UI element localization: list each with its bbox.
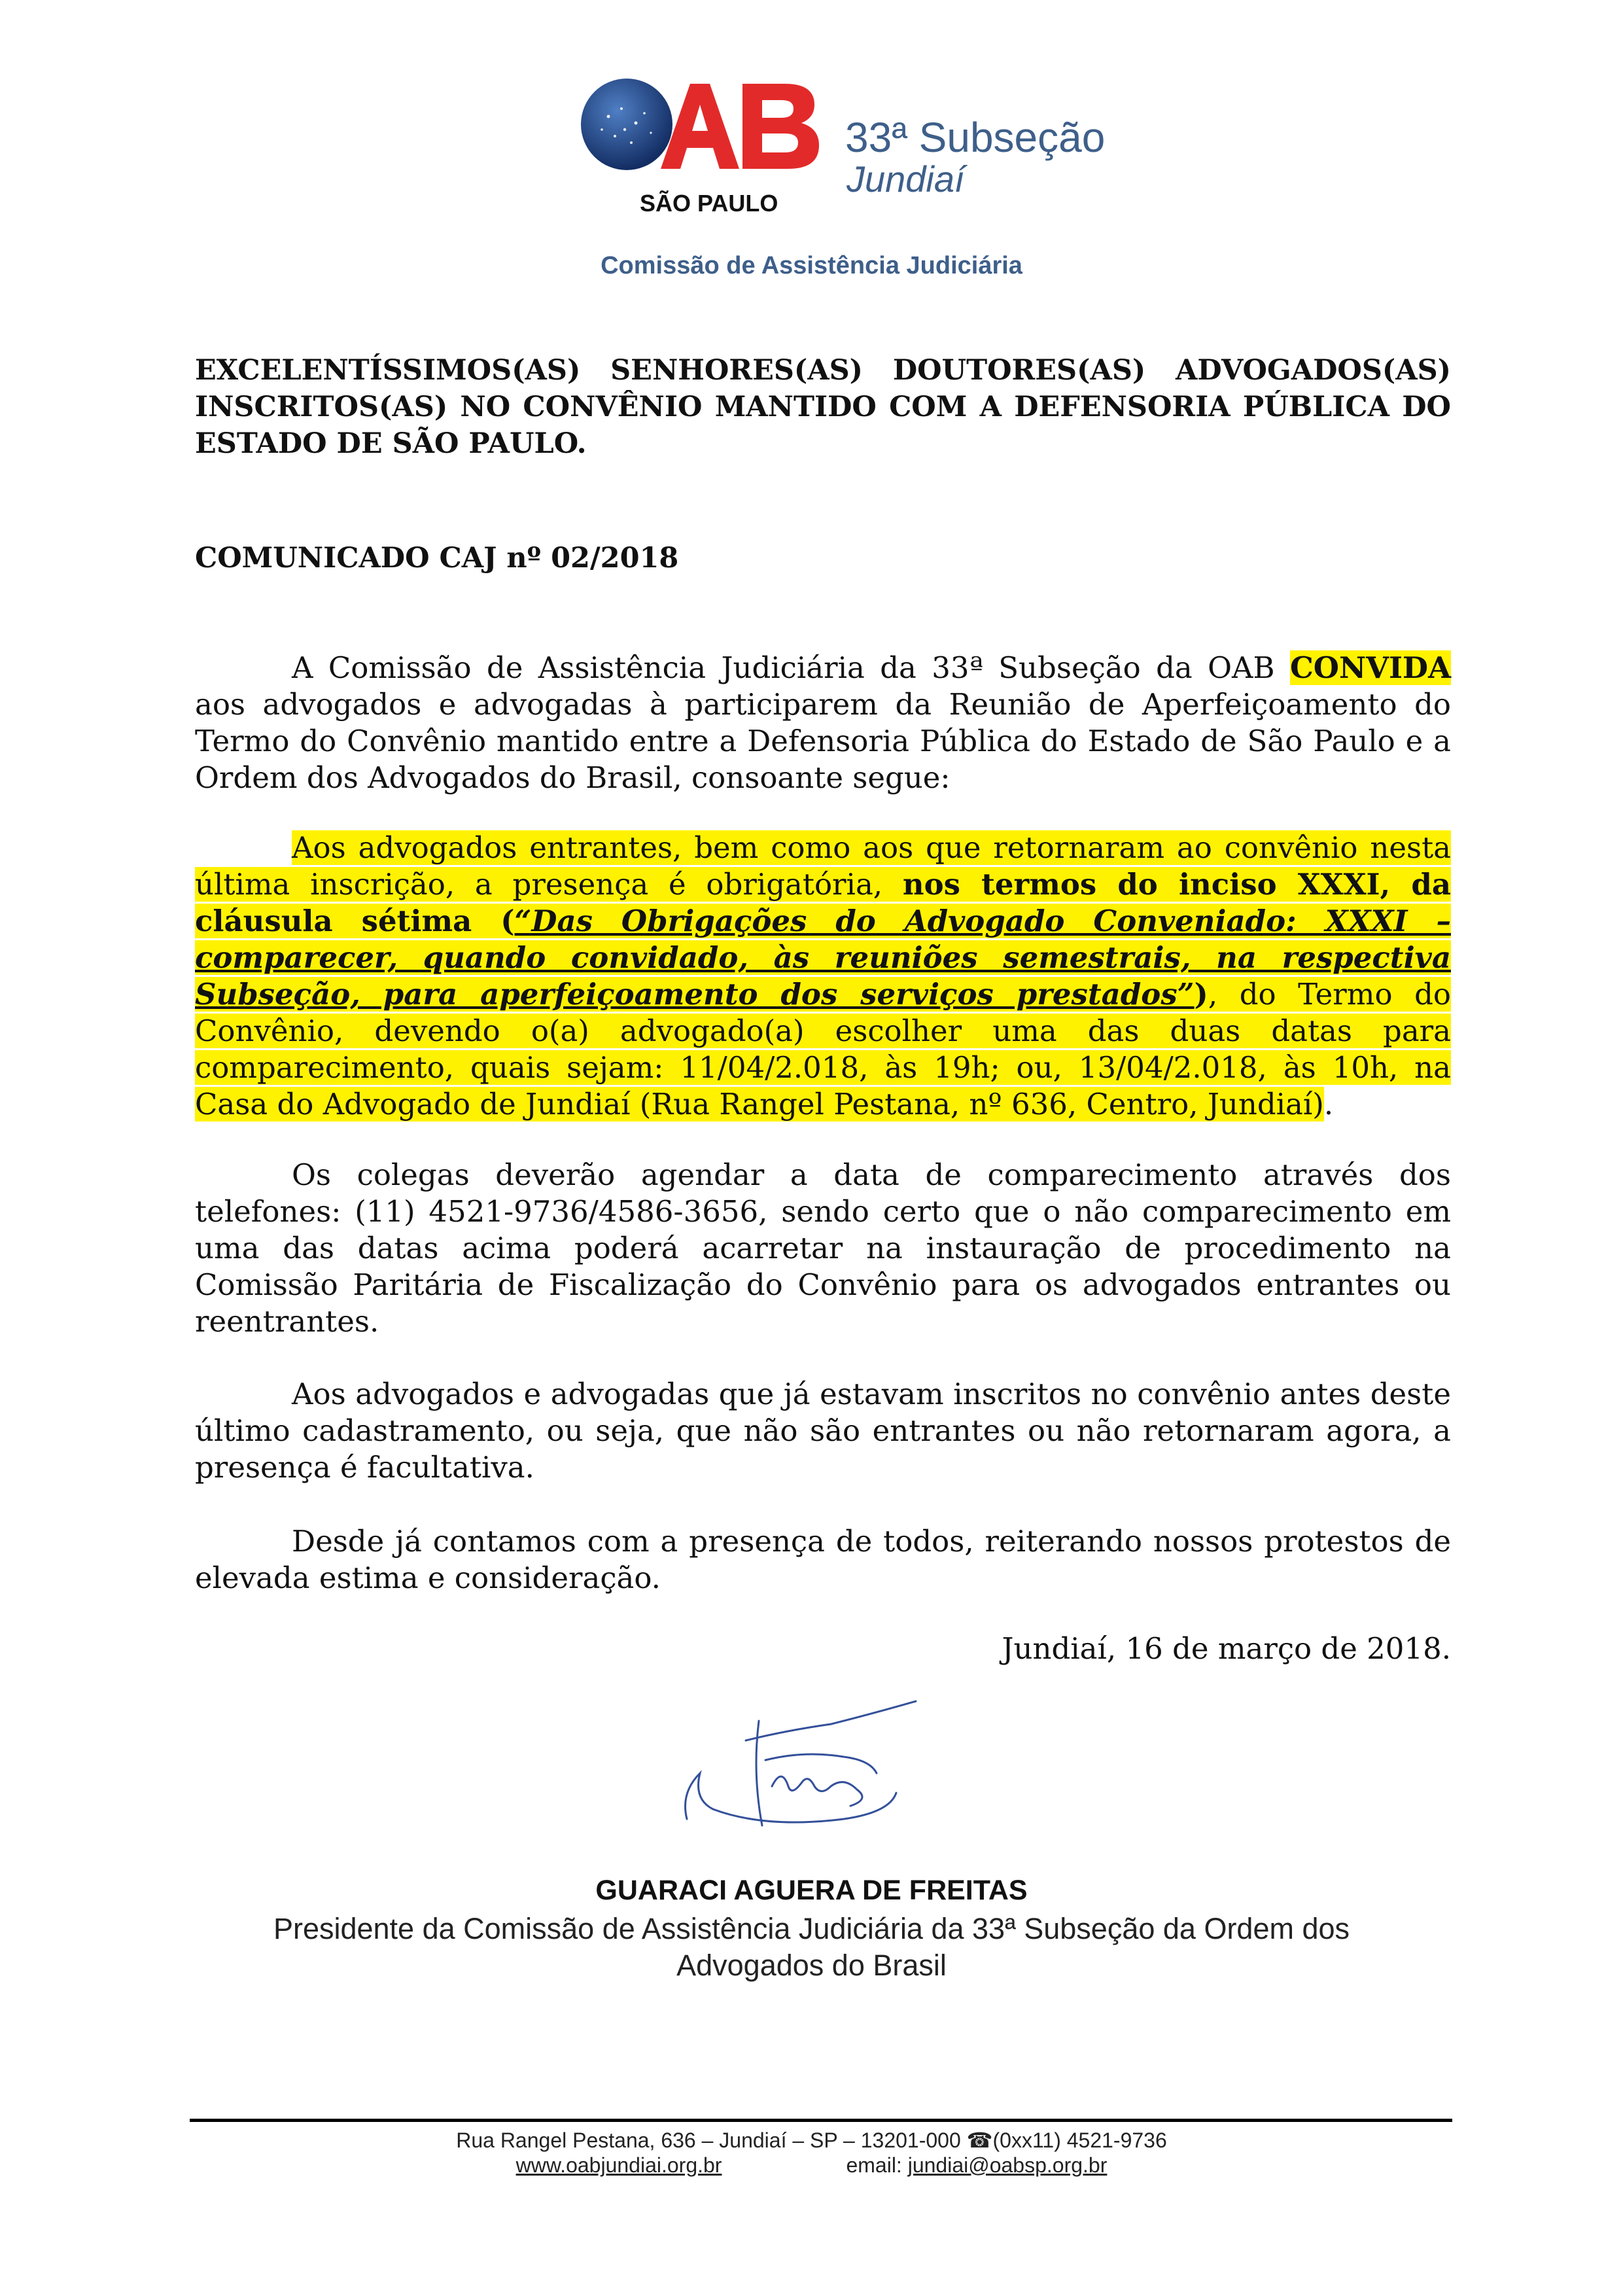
footer-divider [190,2119,1452,2122]
paragraph-optional: Aos advogados e advogadas que já estavam inscritos no convênio antes deste último cadastramento, ou seja, que não são entrantes ou não retornaram agora, a presença é facultativa. [195,1377,1451,1485]
signer-role-line2: Advogados do Brasil [676,1949,947,1982]
footer-email-link[interactable]: jundiai@oabsp.org.br [907,2153,1108,2177]
logo-letter-b [742,84,819,169]
signer-role-line1: Presidente da Comissão de Assistência Judiciária da 33ª Subseção da Ordem dos [273,1912,1350,1945]
logo-letter-a [661,84,739,169]
paragraph2-clause-close: ) [1194,977,1208,1012]
invitation-keyword: CONVIDA [1289,650,1451,685]
notice-title: COMUNICADO CAJ nº 02/2018 [195,542,679,574]
signer-role [0,1911,1623,1984]
signature [674,1695,935,1845]
globe-icon [581,79,672,170]
paragraph1-after: aos advogados e advogadas à participarem da Reunião de Aperfeiçoamento do Termo do Convênio mantido entre a Defensoria Pública do Estado de São Paulo e a Ordem dos Advogados do Brasil, consoante segue: [195,687,1451,795]
commission-header: Comissão de Assistência Judiciária [601,252,1022,279]
phone-icon: ☎ [966,2128,993,2152]
footer-phone: (0xx11) 4521-9736 [992,2128,1167,2152]
paragraph-closing: Desde já contamos com a presença de todos, reiterando nossos protestos de elevada estima e consideração. [195,1524,1451,1595]
paragraph2-clause-ref: nos termos do inciso XXXI, da cláusula sétima ( [195,867,1451,938]
signer-name: GUARACI AGUERA DE FREITAS [595,1875,1028,1906]
footer-website-link[interactable]: www.oabjundiai.org.br [515,2153,722,2177]
footer-row-contact [0,2153,1623,2178]
paragraph2-end: . [1323,1087,1334,1122]
paragraph2-part1: Aos advogados entrantes, bem como aos que retornaram ao convênio nesta última inscrição, a presença é obrigatória, [195,830,1451,902]
logo-state-label: SÃO PAULO [640,190,778,217]
place-date: Jundiaí, 16 de março de 2018. [1002,1631,1451,1666]
subsection-line1: 33ª Subseção [845,114,1106,161]
paragraph2-part2: , do Termo do Convênio, devendo o(a) advogado(a) escolher uma das duas datas para comparecimento, quais sejam: 11/04/2.018, às 19h; ou, 13/04/2.018, às 10h, na Casa do Advogado de Jundiaí (Rua Rangel Pestana, nº 636, Centro, Jundiaí) [195,977,1451,1122]
footer-email-label: email: [846,2153,908,2177]
paragraph1-before: A Comissão de Assistência Judiciária da 33ª Subseção da OAB [292,650,1290,685]
paragraph-scheduling: Os colegas deverão agendar a data de comparecimento através dos telefones: (11) 4521-9736/4586-3656, sendo certo que o não comparecimento em uma das datas acima poderá acarretar na instauração de procedimento na Comissão Paritária de Fiscalização do Convênio para os advogados entrantes ou reentrantes. [195,1157,1451,1339]
paragraph-mandatory [195,830,1451,1123]
subsection-title [845,115,1105,198]
footer-address: Rua Rangel Pestana, 636 – Jundiaí – SP – 13201-000 [456,2128,967,2152]
paragraph2-clause-quote: “Das Obrigações do Advogado Conveniado: XXXI – comparecer, quando convidado, às reuniões semestrais, na respectiva Subseção, para aperfeiçoamento dos serviços prestados” [195,904,1452,1012]
footer-row-address [0,2128,1623,2153]
footer [0,2128,1623,2178]
paragraph-invitation [195,650,1451,796]
addressee: EXCELENTÍSSIMOS(AS) SENHORES(AS) DOUTORES(AS) ADVOGADOS(AS) INSCRITOS(AS) NO CONVÊNIO MANTIDO COM A DEFENSORIA PÚBLICA DO ESTADO DE SÃO PAULO. [195,354,1451,460]
subsection-line2: Jundiaí [846,158,965,200]
